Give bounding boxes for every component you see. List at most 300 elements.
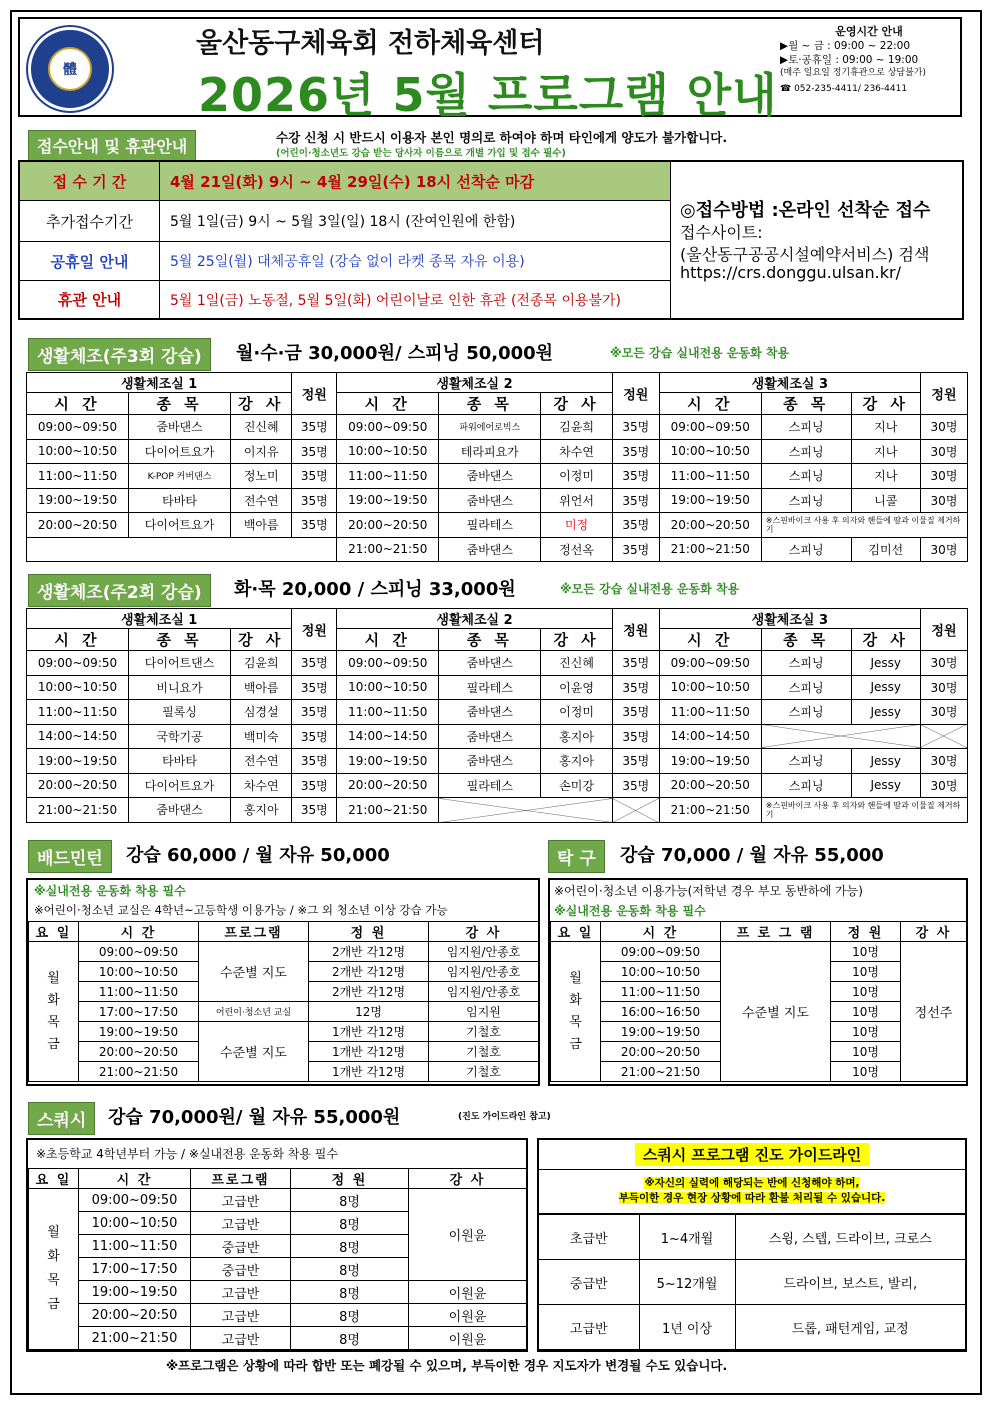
instructor-cell: 차수연 xyxy=(231,773,292,798)
capacity-cell: 35명 xyxy=(292,700,337,725)
method-site: 접수사이트: xyxy=(680,223,763,242)
program-cell: 수준별 지도 xyxy=(199,942,309,1002)
program-header: 종 목 xyxy=(439,393,541,415)
capacity-cell: 10명 xyxy=(831,1062,901,1082)
capacity-cell: 30명 xyxy=(920,773,967,798)
room-header: 생활체조실 3 xyxy=(659,609,920,629)
table-row xyxy=(27,488,968,513)
instructor-cell: 홍지아 xyxy=(541,724,612,749)
instructor-cell: 기철호 xyxy=(429,1062,539,1082)
level-cell: 초급반 xyxy=(539,1215,639,1260)
header xyxy=(18,17,962,122)
capacity-cell: 35명 xyxy=(292,724,337,749)
time-cell: 09:00~09:50 xyxy=(27,415,129,440)
time-cell: 11:00~11:50 xyxy=(79,982,199,1002)
capacity-cell: 2개반 각12명 xyxy=(309,962,429,982)
time-cell: 21:00~21:50 xyxy=(27,798,129,823)
time-cell: 11:00~11:50 xyxy=(79,1235,191,1258)
capacity-cell: 30명 xyxy=(920,439,967,464)
table-row xyxy=(29,1304,527,1327)
table-row xyxy=(27,675,968,700)
program-header: 종 목 xyxy=(129,393,231,415)
info-key: 휴관 안내 xyxy=(20,281,160,318)
instructor-cell: 이지유 xyxy=(231,439,292,464)
time-cell: 21:00~21:50 xyxy=(79,1062,199,1082)
capacity-cell: 10명 xyxy=(831,1022,901,1042)
instructor-cell: 지나 xyxy=(851,464,920,489)
capacity-header: 정원 xyxy=(612,609,659,651)
empty-cell xyxy=(920,724,967,749)
instructor-cell: Jessy xyxy=(851,773,920,798)
instructor-cell: 홍지아 xyxy=(541,749,612,774)
instructor-cell: 전수연 xyxy=(231,749,292,774)
capacity-cell: 30명 xyxy=(920,749,967,774)
table-row xyxy=(27,798,968,823)
column-header: 정 원 xyxy=(309,922,429,942)
hours-title: 운영시간 안내 xyxy=(835,25,903,38)
capacity-cell: 35명 xyxy=(292,464,337,489)
tabletennis-note1: ※어린이·청소년 이용가능(저학년 경우 부모 동반하에 가능) xyxy=(554,884,863,898)
time-cell: 11:00~11:50 xyxy=(27,700,129,725)
info-value: 4월 21일(화) 9시 ~ 4월 29일(수) 18시 선착순 마감 xyxy=(170,172,535,191)
instructor-cell: 차수연 xyxy=(541,439,612,464)
program-header: 종 목 xyxy=(761,629,851,651)
program-cell: 스피닝 xyxy=(761,488,851,513)
program-cell: 수준별 지도 xyxy=(721,942,831,1082)
badminton-price: 강습 60,000 / 월 자유 50,000 xyxy=(126,845,390,866)
time-cell: 09:00~09:50 xyxy=(337,415,439,440)
badminton-note1: ※실내전용 운동화 착용 필수 xyxy=(34,884,186,898)
capacity-cell: 35명 xyxy=(612,464,659,489)
instructor-header: 강 사 xyxy=(541,393,612,415)
time-cell: 21:00~21:50 xyxy=(659,798,761,823)
program-cell: 줌바댄스 xyxy=(439,537,541,562)
program-cell: 수준별 지도 xyxy=(199,1022,309,1082)
s2-table xyxy=(26,608,968,823)
duration-cell: 1년 이상 xyxy=(639,1305,735,1350)
program-cell: 줌바댄스 xyxy=(439,700,541,725)
table-row xyxy=(27,513,968,538)
capacity-cell: 1개반 각12명 xyxy=(309,1062,429,1082)
capacity-cell: 35명 xyxy=(612,724,659,749)
program-cell: 타바타 xyxy=(129,749,231,774)
time-header: 시 간 xyxy=(27,629,129,651)
room-header: 생활체조실 2 xyxy=(337,609,613,629)
time-cell: 19:00~19:50 xyxy=(659,749,761,774)
squash-price: 강습 70,000원/ 월 자유 55,000원 xyxy=(108,1107,401,1128)
capacity-cell: 35명 xyxy=(292,773,337,798)
program-cell: 고급반 xyxy=(191,1281,291,1304)
info-row-closed xyxy=(20,281,670,318)
time-cell: 14:00~14:50 xyxy=(27,724,129,749)
notice-line2: (어린이·청소년도 강습 받는 당사자 이름으로 개별 가입 및 접수 필수) xyxy=(276,148,566,159)
capacity-cell: 8명 xyxy=(291,1235,409,1258)
room-header: 생활체조실 1 xyxy=(27,609,292,629)
squash-box xyxy=(26,1138,528,1352)
capacity-cell: 30명 xyxy=(920,700,967,725)
column-header: 정 원 xyxy=(291,1169,409,1189)
s2-price: 화·목 20,000 / 스피닝 33,000원 xyxy=(234,579,516,600)
instructor-cell: Jessy xyxy=(851,675,920,700)
program-cell: 다이어트댄스 xyxy=(129,651,231,676)
time-cell: 20:00~20:50 xyxy=(79,1304,191,1327)
capacity-cell: 1개반 각12명 xyxy=(309,1022,429,1042)
info-key: 접 수 기 간 xyxy=(20,162,160,200)
capacity-cell: 2개반 각12명 xyxy=(309,942,429,962)
capacity-cell: 12명 xyxy=(309,1002,429,1022)
program-cell: 파워에어로빅스 xyxy=(439,415,541,440)
guide-note1: ※자신의 실력에 해당되는 반에 신청해야 하며, xyxy=(644,1177,860,1189)
time-cell: 09:00~09:50 xyxy=(337,651,439,676)
column-header: 요 일 xyxy=(29,922,79,942)
info-value: 5월 1일(금) 노동절, 5월 5일(화) 어린이날로 인한 휴관 (전종목 이용불가) xyxy=(170,292,622,309)
hours-note: (매주 일요일 정기휴관으로 상담불가) xyxy=(780,68,927,78)
squash-label: 스쿼시 xyxy=(28,1102,95,1135)
column-header: 시 간 xyxy=(601,922,721,942)
column-header: 강 사 xyxy=(901,922,967,942)
room-header: 생활체조실 3 xyxy=(659,373,920,393)
instructor-header: 강 사 xyxy=(231,629,292,651)
info-key: 추가접수기간 xyxy=(20,201,160,241)
time-cell: 10:00~10:50 xyxy=(79,962,199,982)
program-cell: 스피닝 xyxy=(761,415,851,440)
tabletennis-table xyxy=(550,921,967,1082)
instructor-cell: 니콜 xyxy=(851,488,920,513)
instructor-cell: 임지원/안종호 xyxy=(429,962,539,982)
instructor-cell: Jessy xyxy=(851,700,920,725)
instructor-cell: 임지원/안종호 xyxy=(429,942,539,962)
phone: ☎ 052-235-4411/ 236-4411 xyxy=(780,84,908,94)
s2-note: ※모든 강습 실내전용 운동화 착용 xyxy=(560,582,740,596)
time-cell: 20:00~20:50 xyxy=(659,513,761,538)
instructor-cell: 위언서 xyxy=(541,488,612,513)
instructor-cell: 진신혜 xyxy=(231,415,292,440)
capacity-header: 정원 xyxy=(612,373,659,415)
time-cell: 19:00~19:50 xyxy=(27,749,129,774)
divider xyxy=(670,162,671,318)
instructor-cell: 이원윤 xyxy=(409,1327,527,1350)
spin-note-cell: ※스핀바이크 사용 후 의자와 핸들에 땀과 이물질 제거하기 xyxy=(761,513,967,538)
instructor-cell: 김윤희 xyxy=(231,651,292,676)
program-cell: 필라테스 xyxy=(439,513,541,538)
column-header: 시 간 xyxy=(79,922,199,942)
info-key: 공휴일 안내 xyxy=(20,242,160,280)
capacity-header: 정원 xyxy=(292,609,337,651)
instructor-cell: 진신혜 xyxy=(541,651,612,676)
notice-line1: 수강 신청 시 반드시 이용자 본인 명의로 하여야 하며 타인에게 양도가 불가합니다. xyxy=(276,130,728,145)
column-header: 강 사 xyxy=(409,1169,527,1189)
capacity-cell: 1개반 각12명 xyxy=(309,1042,429,1062)
instructor-cell: 손미강 xyxy=(541,773,612,798)
notice-label: 접수안내 및 휴관안내 xyxy=(28,130,196,161)
instructor-cell: Jessy xyxy=(851,749,920,774)
table-row xyxy=(27,537,968,562)
capacity-cell: 8명 xyxy=(291,1281,409,1304)
capacity-cell: 35명 xyxy=(612,651,659,676)
s3-note: ※모든 강습 실내전용 운동화 착용 xyxy=(610,346,790,360)
capacity-cell: 35명 xyxy=(292,513,337,538)
time-cell: 19:00~19:50 xyxy=(79,1281,191,1304)
program-cell: 필라테스 xyxy=(439,773,541,798)
table-row xyxy=(27,773,968,798)
program-cell: 줌바댄스 xyxy=(439,724,541,749)
time-cell: 11:00~11:50 xyxy=(601,982,721,1002)
time-cell: 09:00~09:50 xyxy=(659,651,761,676)
time-cell: 10:00~10:50 xyxy=(337,439,439,464)
capacity-cell: 10명 xyxy=(831,1002,901,1022)
table-row xyxy=(29,1327,527,1350)
program-cell: 스피닝 xyxy=(761,700,851,725)
time-cell: 11:00~11:50 xyxy=(337,700,439,725)
instructor-cell: 정노미 xyxy=(231,464,292,489)
info-box xyxy=(18,160,964,320)
program-cell: 다이어트요가 xyxy=(129,773,231,798)
logo-mark: 體 xyxy=(48,47,92,91)
tabletennis-price: 강습 70,000 / 월 자유 55,000 xyxy=(620,845,884,866)
time-header: 시 간 xyxy=(337,629,439,651)
capacity-cell: 2개반 각12명 xyxy=(309,982,429,1002)
capacity-cell: 35명 xyxy=(612,773,659,798)
table-row xyxy=(539,1260,965,1305)
capacity-cell: 35명 xyxy=(292,675,337,700)
capacity-cell: 35명 xyxy=(292,439,337,464)
time-cell: 09:00~09:50 xyxy=(659,415,761,440)
column-header: 프로그램 xyxy=(199,922,309,942)
method-url[interactable]: https://crs.donggu.ulsan.kr/ xyxy=(680,263,901,282)
time-cell: 10:00~10:50 xyxy=(659,439,761,464)
table-row xyxy=(27,415,968,440)
program-cell: 스피닝 xyxy=(761,464,851,489)
s3-label: 생활체조(주3회 강습) xyxy=(28,338,211,371)
instructor-cell: 백미숙 xyxy=(231,724,292,749)
instructor-cell: 기철호 xyxy=(429,1022,539,1042)
s3-table xyxy=(26,372,968,562)
time-header: 시 간 xyxy=(659,393,761,415)
instructor-cell: Jessy xyxy=(851,651,920,676)
empty-cell xyxy=(761,724,920,749)
capacity-cell: 10명 xyxy=(831,1042,901,1062)
capacity-cell: 30명 xyxy=(920,415,967,440)
table-row xyxy=(29,1022,539,1042)
capacity-cell: 30명 xyxy=(920,464,967,489)
table-row xyxy=(27,439,968,464)
column-header: 요 일 xyxy=(551,922,601,942)
logo xyxy=(28,27,112,111)
time-cell: 21:00~21:50 xyxy=(79,1327,191,1350)
capacity-cell: 8명 xyxy=(291,1304,409,1327)
table-row xyxy=(539,1305,965,1350)
instructor-cell: 이윤영 xyxy=(541,675,612,700)
content-cell: 드라이브, 보스트, 발리, xyxy=(735,1260,965,1305)
program-cell: 고급반 xyxy=(191,1189,291,1212)
program-cell: 줌바댄스 xyxy=(439,749,541,774)
method-title: ◎접수방법 :온라인 선착순 접수 xyxy=(680,200,931,221)
instructor-cell: 정선주 xyxy=(901,942,967,1082)
time-cell: 20:00~20:50 xyxy=(79,1042,199,1062)
time-cell: 09:00~09:50 xyxy=(27,651,129,676)
program-cell: 테라피요가 xyxy=(439,439,541,464)
hours-weekday: ▶월 ~ 금 : 09:00 ~ 22:00 xyxy=(780,40,911,52)
time-header: 시 간 xyxy=(27,393,129,415)
time-cell: 11:00~11:50 xyxy=(659,464,761,489)
capacity-cell: 35명 xyxy=(292,415,337,440)
badminton-table xyxy=(28,921,539,1082)
table-row xyxy=(29,1189,527,1212)
program-header: 종 목 xyxy=(761,393,851,415)
time-cell: 20:00~20:50 xyxy=(601,1042,721,1062)
time-cell: 10:00~10:50 xyxy=(337,675,439,700)
table-row xyxy=(27,700,968,725)
instructor-cell: 백아름 xyxy=(231,513,292,538)
capacity-cell: 35명 xyxy=(612,513,659,538)
room-header: 생활체조실 1 xyxy=(27,373,292,393)
program-cell: 고급반 xyxy=(191,1327,291,1350)
table-row xyxy=(27,651,968,676)
instructor-cell: 이정미 xyxy=(541,464,612,489)
time-cell: 09:00~09:50 xyxy=(79,942,199,962)
time-header: 시 간 xyxy=(337,393,439,415)
time-cell: 11:00~11:50 xyxy=(27,464,129,489)
capacity-cell: 8명 xyxy=(291,1212,409,1235)
capacity-cell: 8명 xyxy=(291,1189,409,1212)
column-header: 시 간 xyxy=(79,1169,191,1189)
time-cell: 11:00~11:50 xyxy=(337,464,439,489)
duration-cell: 5~12개월 xyxy=(639,1260,735,1305)
table-row xyxy=(27,724,968,749)
instructor-cell: 미정 xyxy=(541,513,612,538)
day-cell: 월 화 목 금 xyxy=(29,1189,79,1350)
content-cell: 스윙, 스텝, 드라이브, 크로스 xyxy=(735,1215,965,1260)
time-cell: 17:00~17:50 xyxy=(79,1002,199,1022)
time-cell: 10:00~10:50 xyxy=(601,962,721,982)
guide-note2: 부득이한 경우 현장 상황에 따라 환불 처리될 수 있습니다. xyxy=(618,1192,886,1204)
capacity-cell: 35명 xyxy=(292,749,337,774)
capacity-header: 정원 xyxy=(920,609,967,651)
capacity-header: 정원 xyxy=(292,373,337,415)
program-cell: 줌바댄스 xyxy=(439,651,541,676)
program-header: 종 목 xyxy=(439,629,541,651)
badminton-note2: ※어린이·청소년 교실은 4학년~고등학생 이용가능 / ※그 외 청소년 이상 강습 가능 xyxy=(34,903,448,917)
badminton-box xyxy=(26,878,540,1086)
duration-cell: 1~4개월 xyxy=(639,1215,735,1260)
squash-note: ※초등학교 4학년부터 가능 / ※실내전용 운동화 착용 필수 xyxy=(36,1147,338,1161)
squash-table xyxy=(28,1168,527,1350)
program-cell: 스피닝 xyxy=(761,749,851,774)
time-cell: 21:00~21:50 xyxy=(659,537,761,562)
capacity-cell: 35명 xyxy=(612,675,659,700)
capacity-cell: 10명 xyxy=(831,942,901,962)
info-row-extra xyxy=(20,201,670,242)
time-cell: 10:00~10:50 xyxy=(27,439,129,464)
instructor-cell: 이원윤 xyxy=(409,1189,527,1281)
program-cell: 중급반 xyxy=(191,1258,291,1281)
program-cell: 줌바댄스 xyxy=(129,415,231,440)
time-cell: 19:00~19:50 xyxy=(337,749,439,774)
time-cell: 21:00~21:50 xyxy=(601,1062,721,1082)
time-cell: 11:00~11:50 xyxy=(659,700,761,725)
guide-note xyxy=(539,1170,965,1214)
time-cell: 09:00~09:50 xyxy=(79,1189,191,1212)
instructor-cell: 기철호 xyxy=(429,1042,539,1062)
program-cell: 타바타 xyxy=(129,488,231,513)
column-header: 강 사 xyxy=(429,922,539,942)
instructor-cell: 이정미 xyxy=(541,700,612,725)
time-cell: 19:00~19:50 xyxy=(27,488,129,513)
table-row xyxy=(539,1215,965,1260)
instructor-header: 강 사 xyxy=(231,393,292,415)
time-cell: 20:00~20:50 xyxy=(659,773,761,798)
guide-title: 스쿼시 프로그램 진도 가이드라인 xyxy=(635,1143,870,1166)
instructor-header: 강 사 xyxy=(851,629,920,651)
empty-cell xyxy=(439,798,613,823)
info-row-holiday xyxy=(20,242,670,281)
empty-cell xyxy=(27,537,337,562)
table-row xyxy=(29,1281,527,1304)
info-value: 5월 25일(월) 대체공휴일 (강습 없이 라켓 종목 자유 이용) xyxy=(170,254,525,270)
footer-note: ※프로그램은 상황에 따라 합반 또는 폐강될 수 있으며, 부득이한 경우 지도자가 변경될 수도 있습니다. xyxy=(166,1358,728,1373)
info-value: 5월 1일(금) 9시 ~ 5월 3일(일) 18시 (잔여인원에 한함) xyxy=(170,214,516,230)
table-row xyxy=(29,1002,539,1022)
program-cell: 필록싱 xyxy=(129,700,231,725)
program-cell: 스피닝 xyxy=(761,439,851,464)
method-search: (울산동구공공시설예약서비스) 검색 xyxy=(680,245,930,264)
time-cell: 10:00~10:50 xyxy=(659,675,761,700)
capacity-cell: 35명 xyxy=(612,488,659,513)
capacity-cell: 35명 xyxy=(292,798,337,823)
column-header: 정 원 xyxy=(831,922,901,942)
time-cell: 19:00~19:50 xyxy=(79,1022,199,1042)
instructor-cell: 지나 xyxy=(851,415,920,440)
instructor-cell: 심경설 xyxy=(231,700,292,725)
instructor-cell: 홍지아 xyxy=(231,798,292,823)
squash-price-note: (진도 가이드라인 참고) xyxy=(458,1112,551,1122)
guide-table xyxy=(539,1214,965,1350)
time-cell: 21:00~21:50 xyxy=(337,798,439,823)
hours-weekend: ▶토·공휴일 : 09:00 ~ 19:00 xyxy=(780,54,919,66)
time-cell: 17:00~17:50 xyxy=(79,1258,191,1281)
s3-price: 월·수·금 30,000원/ 스피닝 50,000원 xyxy=(236,343,554,364)
time-cell: 21:00~21:50 xyxy=(337,537,439,562)
page-title: 2026년 5월 프로그램 안내 xyxy=(198,68,778,122)
s2-label: 생활체조(주2회 강습) xyxy=(28,574,211,607)
capacity-cell: 35명 xyxy=(612,700,659,725)
instructor-cell: 정선옥 xyxy=(541,537,612,562)
column-header: 프로그램 xyxy=(191,1169,291,1189)
capacity-cell: 8명 xyxy=(291,1327,409,1350)
capacity-cell: 35명 xyxy=(612,439,659,464)
tabletennis-note2: ※실내전용 운동화 착용 필수 xyxy=(554,904,706,918)
s2-table-wrap xyxy=(26,608,968,823)
room-header: 생활체조실 2 xyxy=(337,373,613,393)
time-cell: 20:00~20:50 xyxy=(337,773,439,798)
instructor-cell: 임지원/안종호 xyxy=(429,982,539,1002)
instructor-cell: 지나 xyxy=(851,439,920,464)
capacity-cell: 30명 xyxy=(920,651,967,676)
program-cell: 줌바댄스 xyxy=(129,798,231,823)
hours-box xyxy=(780,25,958,96)
instructor-cell: 임지원 xyxy=(429,1002,539,1022)
capacity-cell: 35명 xyxy=(612,415,659,440)
time-cell: 10:00~10:50 xyxy=(79,1212,191,1235)
instructor-header: 강 사 xyxy=(541,629,612,651)
capacity-cell: 8명 xyxy=(291,1258,409,1281)
time-cell: 10:00~10:50 xyxy=(27,675,129,700)
instructor-cell: 이원윤 xyxy=(409,1304,527,1327)
program-cell: 스피닝 xyxy=(761,537,851,562)
empty-cell xyxy=(612,798,659,823)
spin-note-cell: ※스핀바이크 사용 후 의자와 핸들에 땀과 이물질 제거하기 xyxy=(761,798,967,823)
table-row xyxy=(27,749,968,774)
